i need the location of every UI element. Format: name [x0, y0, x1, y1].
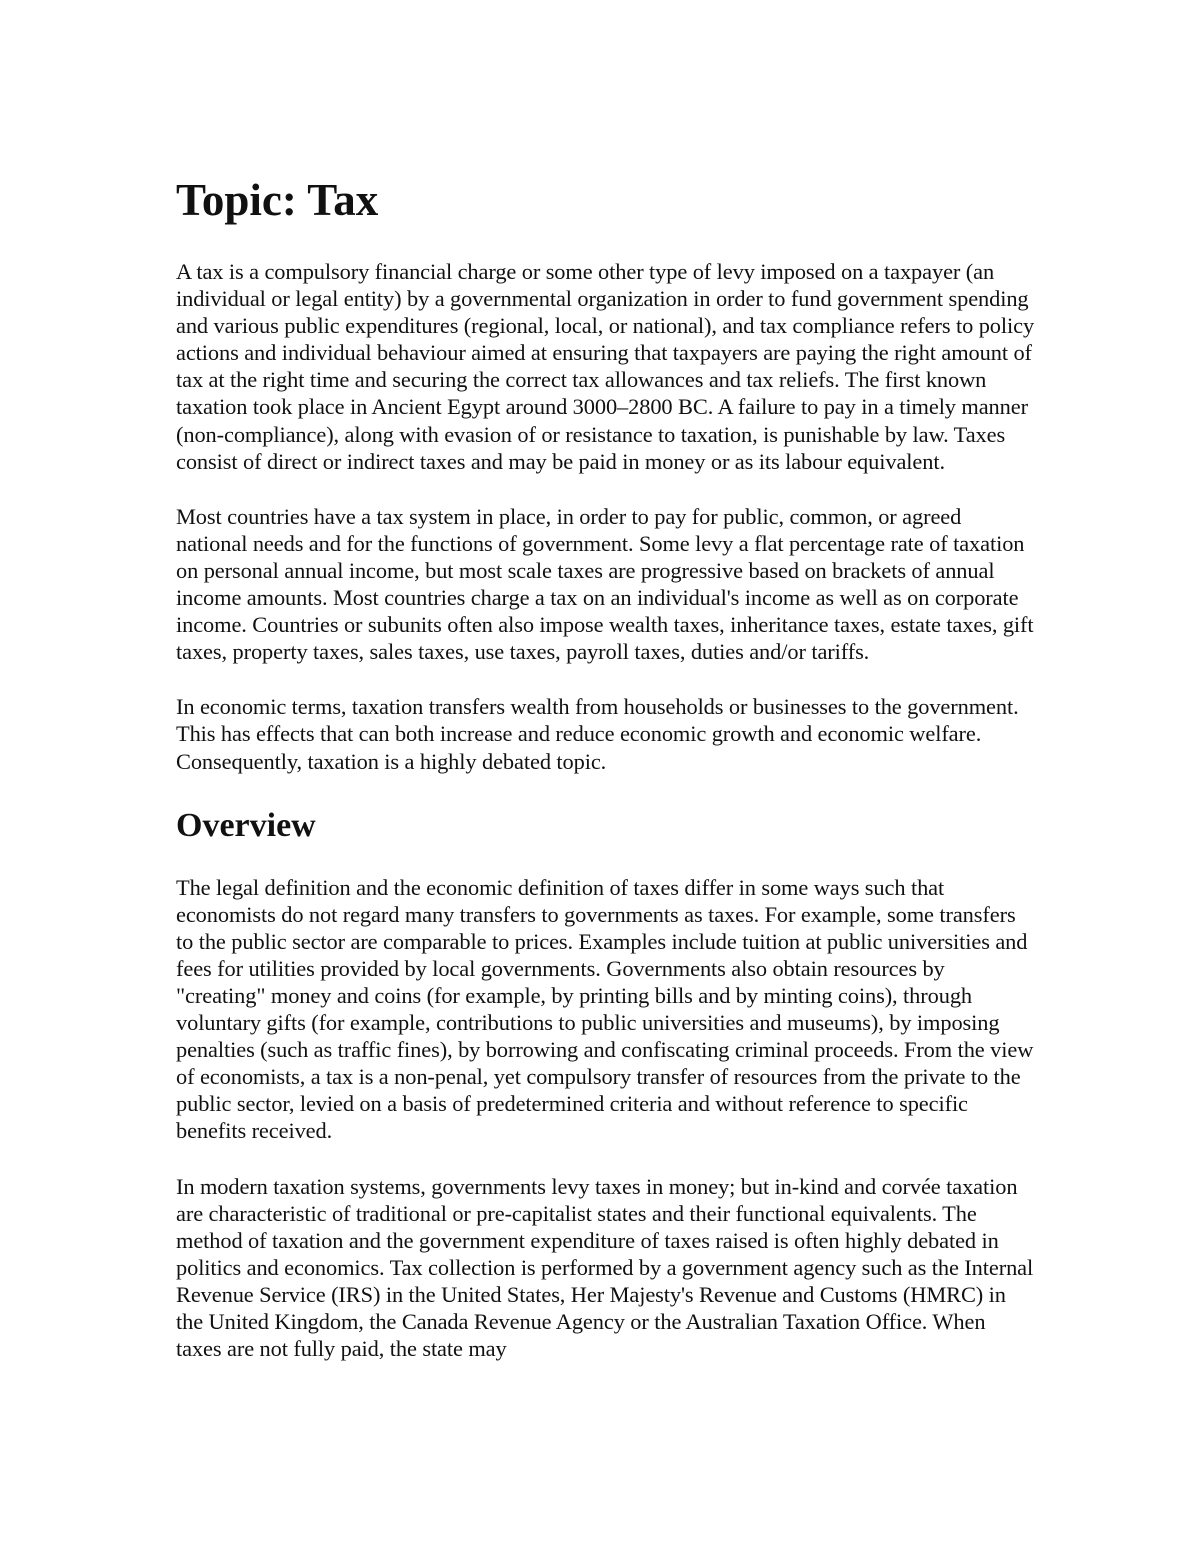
intro-paragraph: In economic terms, taxation transfers wealth from households or businesses to the government. This has effects that can both increase and reduce economic growth and economic welfare. Consequently, taxation is a highly debated topic.: [176, 694, 1019, 774]
intro-paragraph: Most countries have a tax system in place, in order to pay for public, common, or agreed national needs and for the functions of government. Some levy a flat percentage rate of taxation on personal annual income, but most scale taxes are progressive based on brackets of annual income amounts. Most countries charge a tax on an individual's income as well as on corporate income. Countries or subunits often also impose wealth taxes, inheritance taxes, estate taxes, gift taxes, property taxes, sales taxes, use taxes, payroll taxes, duties and/or tariffs.: [176, 503, 1034, 665]
document-body: [176, 168, 1036, 1390]
overview-paragraph: In modern taxation systems, governments levy taxes in money; but in-kind and corvée taxation are characteristic of traditional or pre-capitalist states and their functional equivalents. The method of taxation and the government expenditure of taxes raised is often highly debated in politics and economics. Tax collection is performed by a government agency such as the Internal Revenue Service (IRS) in the United States, Her Majesty's Revenue and Customs (HMRC) in the United Kingdom, the Canada Revenue Agency or the Australian Taxation Office. When taxes are not fully paid, the state may: [176, 1173, 1034, 1362]
overview-paragraph: The legal definition and the economic definition of taxes differ in some ways such that economists do not regard many transfers to governments as taxes. For example, some transfers to the public sector are comparable to prices. Examples include tuition at public universities and fees for utilities provided by local governments. Governments also obtain resources by "creating" money and coins (for example, by printing bills and by minting coins), through voluntary gifts (for example, contributions to public universities and museums), by imposing penalties (such as traffic fines), by borrowing and confiscating criminal proceeds. From the view of economists, a tax is a non-penal, yet compulsory transfer of resources from the private to the public sector, levied on a basis of predetermined criteria and without reference to specific benefits received.: [176, 874, 1034, 1144]
page-title: Topic: Tax: [176, 175, 379, 225]
intro-paragraph: A tax is a compulsory financial charge or some other type of levy imposed on a taxpayer (an individual or legal entity) by a governmental organization in order to fund government spending and various public expenditures (regional, local, or national), and tax compliance refers to policy actions and individual behaviour aimed at ensuring that taxpayers are paying the right amount of tax at the right time and securing the correct tax allowances and tax reliefs. The first known taxation took place in Ancient Egypt around 3000–2800 BC. A failure to pay in a timely manner (non-compliance), along with evasion of or resistance to taxation, is punishable by law. Taxes consist of direct or indirect taxes and may be paid in money or as its labour equivalent.: [176, 259, 1035, 474]
section-heading-overview: Overview: [176, 806, 316, 844]
